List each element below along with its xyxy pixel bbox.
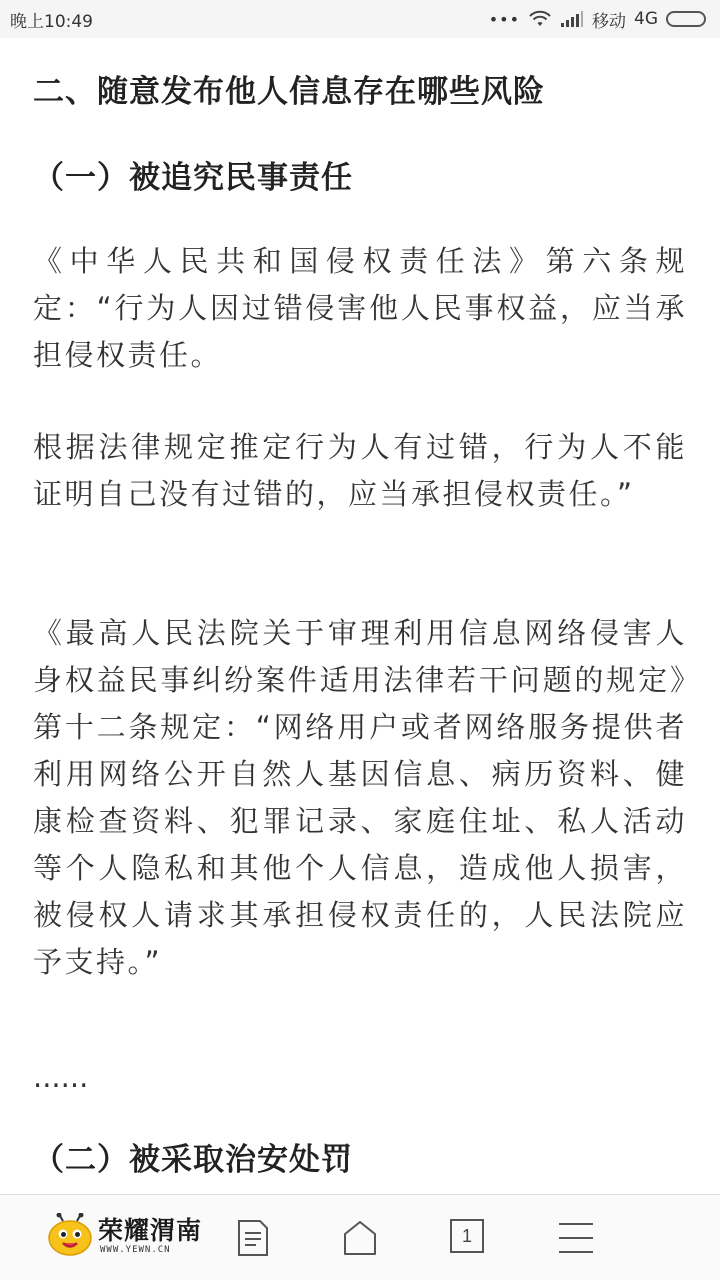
paragraph-1: 《中华人民共和国侵权责任法》第六条规定：“行为人因过错侵害他人民事权益，应当承担侵权责任。 xyxy=(33,244,687,372)
site-logo[interactable] xyxy=(48,1209,208,1265)
document-icon[interactable] xyxy=(236,1219,276,1259)
tabs-button[interactable] xyxy=(450,1219,490,1259)
tab-count: 1 xyxy=(450,1219,484,1253)
status-time: 晚上10:49 xyxy=(10,11,93,32)
section-title: 二、随意发布他人信息存在哪些风险 xyxy=(33,74,545,110)
status-bar xyxy=(0,0,720,38)
article-content xyxy=(0,38,720,1194)
status-indicators xyxy=(489,7,706,32)
network-type: 4G xyxy=(634,9,658,29)
bee-mascot-icon xyxy=(48,1213,92,1257)
battery-icon xyxy=(666,11,706,27)
ellipsis-text: ...... xyxy=(33,1060,89,1094)
bottom-nav-bar xyxy=(0,1194,720,1280)
more-dots-icon: ••• xyxy=(488,9,520,29)
subsection-title-2: （二）被采取治安处罚 xyxy=(33,1142,353,1178)
logo-url: WWW.YEWN.CN xyxy=(100,1245,171,1255)
paragraph-2: 根据法律规定推定行为人有过错，行为人不能证明自己没有过错的，应当承担侵权责任。” xyxy=(33,430,687,511)
subsection-title-1: （一）被追究民事责任 xyxy=(33,160,353,196)
menu-icon[interactable] xyxy=(558,1219,598,1259)
logo-text: 荣耀渭南 xyxy=(98,1216,203,1245)
signal-icon xyxy=(560,10,584,28)
paragraph-3: 《最高人民法院关于审理利用信息网络侵害人身权益民事纠纷案件适用法律若干问题的规定》第十二条规定：“网络用户或者网络服务提供者利用网络公开自然人基因信息、病历资料、健康检查资料、犯罪记录、家庭住址、私人活动等个人隐私和其他个人信息，造成他人损害，被侵权人请求其承担侵权责任的，人民法院应予支持。” xyxy=(33,616,687,979)
carrier-label: 移动 xyxy=(592,11,626,32)
home-icon[interactable] xyxy=(342,1219,382,1259)
wifi-icon xyxy=(528,10,552,28)
